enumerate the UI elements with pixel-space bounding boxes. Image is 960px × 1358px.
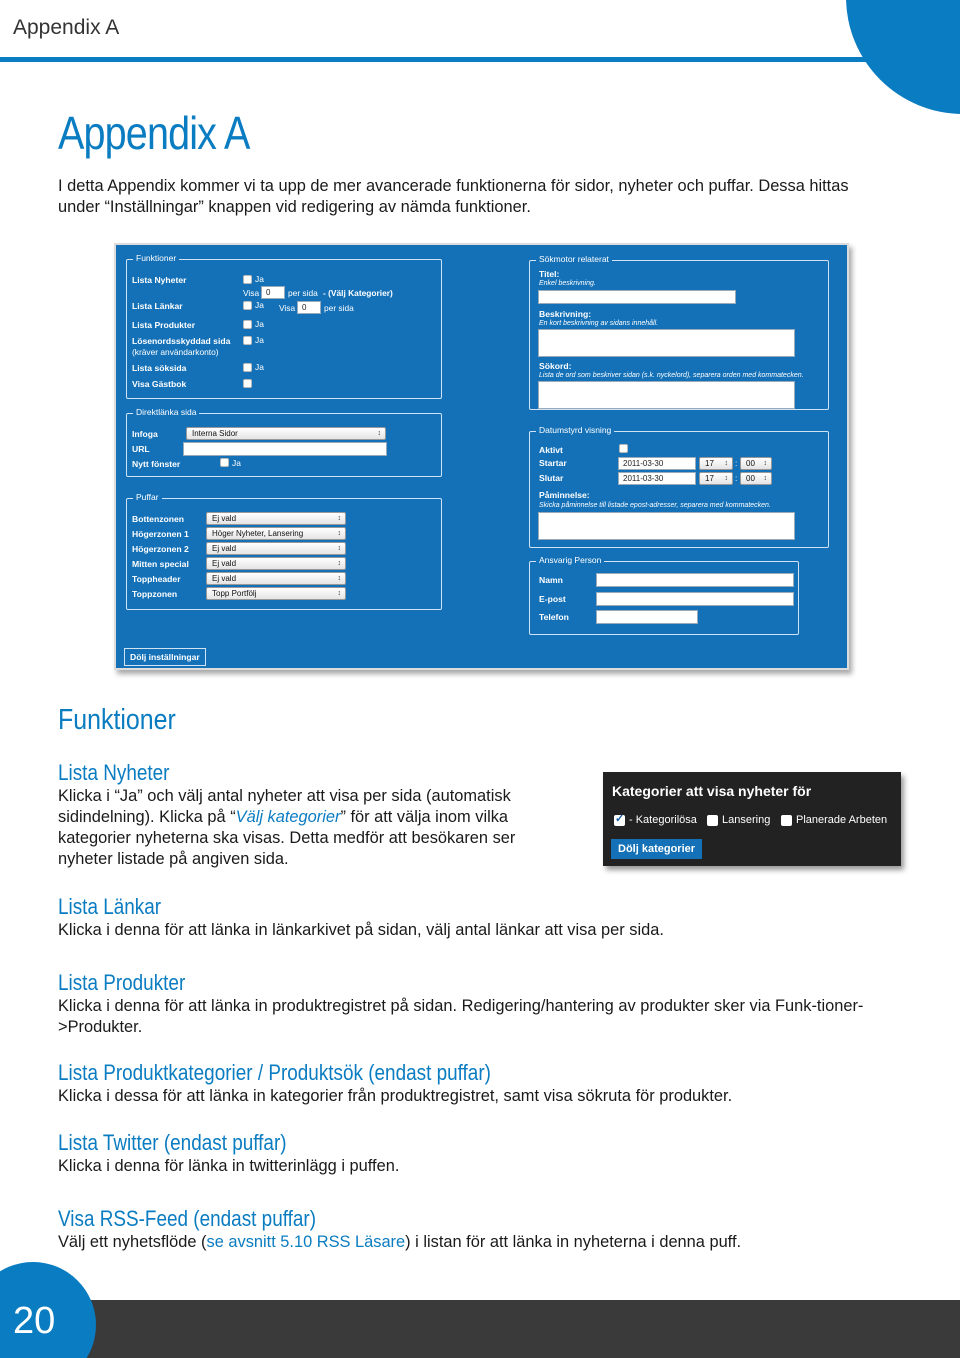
losenord-label: Lösenordsskyddad sida	[132, 336, 231, 346]
select-arrow-icon: ↕	[763, 460, 767, 467]
start-hour-select[interactable]: 17 ↕	[699, 457, 733, 470]
puff-row-label: Högerzonen 2	[132, 544, 189, 554]
lista-nyheter-text: Klicka i “Ja” och välj antal nyheter att visa per sida (automatisk sidindelning). Klicka på “Välj kategorier” för att välja inom vilka kategorier nyheterna ska visas. Detta medför att besökaren ser nyheter listade på angiven sida.	[58, 787, 516, 868]
startar-label: Startar	[539, 458, 567, 468]
lista-produkter-heading: Lista Produkter	[58, 970, 186, 995]
category-option: Planerade Arbeten	[796, 814, 888, 826]
epost-label: E-post	[539, 594, 566, 604]
time-separator: :	[735, 473, 738, 483]
lista-soksida-checkbox[interactable]	[243, 363, 252, 372]
rss-section-link[interactable]: se avsnitt 5.10 RSS Läsare	[206, 1233, 406, 1251]
infoga-label: Infoga	[132, 429, 158, 439]
visa-gastbok-label: Visa Gästbok	[132, 379, 187, 389]
category-box-title: Kategorier att visa nyheter för	[612, 783, 812, 799]
start-minute-select[interactable]: 00 ↕	[740, 457, 772, 470]
running-header: Appendix A	[13, 16, 120, 39]
sokord-label: Sökord:	[539, 361, 572, 371]
nyheter-per-sida: per sida	[288, 288, 318, 298]
beskrivning-label: Beskrivning:	[539, 309, 592, 319]
category-option: Lansering	[722, 814, 771, 826]
epost-input[interactable]	[596, 592, 794, 606]
lista-produkter-text: Klicka i denna för att länka in produktregistret på sidan. Redigering/hantering av produkter sker via Funk-tioner->Produkter.	[58, 997, 864, 1036]
puffar-legend: Puffar	[133, 492, 162, 502]
nytt-fonster-ja: Ja	[232, 458, 241, 468]
beskrivning-textarea[interactable]	[538, 329, 795, 357]
header-rule	[0, 57, 960, 62]
rss-feed-text: Välj ett nyhetsflöde (se avsnitt 5.10 RSS Läsare) i listan för att länka in nyheterna i denna puff.	[58, 1233, 742, 1251]
rss-feed-heading: Visa RSS-Feed (endast puffar)	[58, 1206, 317, 1231]
section-heading: Funktioner	[58, 704, 176, 736]
aktivt-label: Aktivt	[539, 445, 563, 455]
lista-nyheter-label: Lista Nyheter	[132, 275, 187, 285]
paminnelse-note: Skicka påminnelse till listade epost-adresser, separera med kommatecken.	[539, 502, 771, 509]
category-checkbox-kategorilosa[interactable]	[614, 815, 625, 826]
valj-kategorier-ref: Välj kategorier	[235, 808, 341, 826]
puff-select[interactable]: Ej vald ↕	[206, 542, 346, 555]
puff-select[interactable]: Topp Portfölj ↕	[206, 587, 346, 600]
titel-label: Titel:	[539, 269, 560, 279]
lista-nyheter-section	[58, 760, 568, 870]
rss-feed-section	[58, 1206, 908, 1253]
select-arrow-icon: ↕	[724, 460, 728, 467]
puff-row-label: Mitten special	[132, 559, 189, 569]
lista-soksida-ja: Ja	[255, 362, 264, 372]
nytt-fonster-checkbox[interactable]	[220, 458, 229, 467]
select-arrow-icon: ↕	[337, 515, 341, 522]
dolj-installningar-button[interactable]: Dölj inställningar	[124, 648, 206, 666]
lista-lankar-heading: Lista Länkar	[58, 894, 162, 919]
select-arrow-icon: ↕	[763, 475, 767, 482]
puff-select[interactable]: Ej vald ↕	[206, 572, 346, 585]
dolj-kategorier-button[interactable]: Dölj kategorier	[611, 839, 702, 859]
select-arrow-icon: ↕	[377, 430, 381, 437]
produktkategorier-heading: Lista Produktkategorier / Produktsök (endast puffar)	[58, 1060, 491, 1085]
ansvarig-legend: Ansvarig Person	[536, 555, 604, 565]
paminnelse-label: Påminnelse:	[539, 490, 590, 500]
lista-lankar-checkbox[interactable]	[243, 301, 252, 310]
produktkategorier-text: Klicka i dessa för att länka in kategorier från produktregistret, samt visa sökruta för produkter.	[58, 1087, 733, 1105]
end-minute-select[interactable]: 00 ↕	[740, 472, 772, 485]
lista-produkter-section	[58, 970, 894, 1038]
time-separator: :	[735, 458, 738, 468]
category-option: - Kategorilösa	[629, 814, 697, 826]
telefon-input[interactable]	[596, 610, 698, 624]
page-title: Appendix A	[58, 107, 250, 159]
category-checkbox-lansering[interactable]	[707, 815, 718, 826]
lista-soksida-label: Lista söksida	[132, 363, 187, 373]
lankar-per-sida: per sida	[324, 303, 354, 313]
puff-row-label: Högerzonen 1	[132, 529, 189, 539]
settings-screenshot	[114, 243, 849, 670]
puff-select[interactable]: Ej vald ↕	[206, 512, 346, 525]
nyheter-visa-label: Visa	[243, 288, 260, 298]
start-date-input[interactable]: 2011-03-30	[618, 457, 696, 470]
puff-row-label: Bottenzonen	[132, 514, 185, 524]
puff-row-label: Toppzonen	[132, 589, 178, 599]
sokord-textarea[interactable]	[538, 381, 795, 409]
sokord-note: Lista de ord som beskriver sidan (s.k. nyckelord), separera orden med kommatecken.	[539, 372, 804, 379]
namn-input[interactable]	[596, 573, 794, 587]
visa-gastbok-checkbox[interactable]	[243, 379, 252, 388]
puff-row-label: Toppheader	[132, 574, 181, 584]
select-arrow-icon: ↕	[337, 560, 341, 567]
nytt-fonster-label: Nytt fönster	[132, 459, 181, 469]
lankar-visa-label: Visa	[279, 303, 296, 313]
lista-twitter-heading: Lista Twitter (endast puffar)	[58, 1130, 287, 1155]
lista-lankar-label: Lista Länkar	[132, 301, 183, 311]
select-arrow-icon: ↕	[337, 530, 341, 537]
category-checkbox-planerade[interactable]	[781, 815, 792, 826]
beskrivning-note: En kort beskrivning av sidans innehåll.	[539, 320, 659, 327]
aktivt-checkbox[interactable]	[619, 444, 628, 453]
sokmotor-legend: Sökmotor relaterat	[536, 254, 612, 264]
select-arrow-icon: ↕	[337, 575, 341, 582]
puff-select[interactable]: Ej vald ↕	[206, 557, 346, 570]
lista-nyheter-heading: Lista Nyheter	[58, 760, 170, 785]
footer-bar	[0, 1300, 960, 1358]
lista-twitter-section	[58, 1130, 908, 1177]
url-input[interactable]	[183, 442, 387, 456]
select-arrow-icon: ↕	[724, 475, 728, 482]
direktlanka-legend: Direktlänka sida	[133, 407, 199, 417]
intro-paragraph: I detta Appendix kommer vi ta upp de mer avancerade funktionerna för sidor, nyheter och puffar. Dessa hittas under “Inställningar” knappen vid redigering av nämda funktioner.	[58, 177, 849, 216]
infoga-select[interactable]: Interna Sidor ↕	[186, 427, 386, 440]
lista-lankar-ja: Ja	[255, 300, 264, 310]
select-arrow-icon: ↕	[337, 590, 341, 597]
nyheter-count-input[interactable]: 0	[261, 286, 285, 299]
slutar-label: Slutar	[539, 473, 564, 483]
lista-twitter-text: Klicka i denna för länka in twitterinlägg i puffen.	[58, 1157, 400, 1175]
lista-lankar-section	[58, 894, 908, 941]
end-hour-select[interactable]: 17 ↕	[699, 472, 733, 485]
titel-note: Enkel beskrivning.	[539, 280, 596, 287]
lista-produkter-ja: Ja	[255, 319, 264, 329]
select-arrow-icon: ↕	[337, 545, 341, 552]
lankar-count-input[interactable]: 0	[297, 301, 321, 314]
paminnelse-textarea[interactable]	[538, 512, 795, 540]
losenord-checkbox[interactable]	[243, 336, 252, 345]
valj-kategorier-link[interactable]: - (Välj Kategorier)	[323, 288, 393, 298]
lista-nyheter-ja: Ja	[255, 274, 264, 284]
lista-produkter-checkbox[interactable]	[243, 320, 252, 329]
check-icon: ✓	[615, 813, 625, 825]
puff-select[interactable]: Höger Nyheter, Lansering ↕	[206, 527, 346, 540]
lista-lankar-text: Klicka i denna för att länka in länkarkivet på sidan, välj antal länkar att visa per sida.	[58, 921, 664, 939]
page-number: 20	[13, 1300, 56, 1342]
losenord-sublabel: (kräver användarkonto)	[132, 347, 219, 357]
lista-produkter-label: Lista Produkter	[132, 320, 196, 330]
titel-input[interactable]	[538, 290, 736, 304]
datum-legend: Datumstyrd visning	[536, 425, 614, 435]
category-box-screenshot	[603, 772, 901, 866]
url-label: URL	[132, 444, 150, 454]
lista-nyheter-checkbox[interactable]	[243, 275, 252, 284]
telefon-label: Telefon	[539, 612, 569, 622]
funktioner-legend: Funktioner	[133, 253, 179, 263]
namn-label: Namn	[539, 575, 563, 585]
losenord-ja: Ja	[255, 335, 264, 345]
produktkategorier-section	[58, 1060, 908, 1107]
end-date-input[interactable]: 2011-03-30	[618, 472, 696, 485]
